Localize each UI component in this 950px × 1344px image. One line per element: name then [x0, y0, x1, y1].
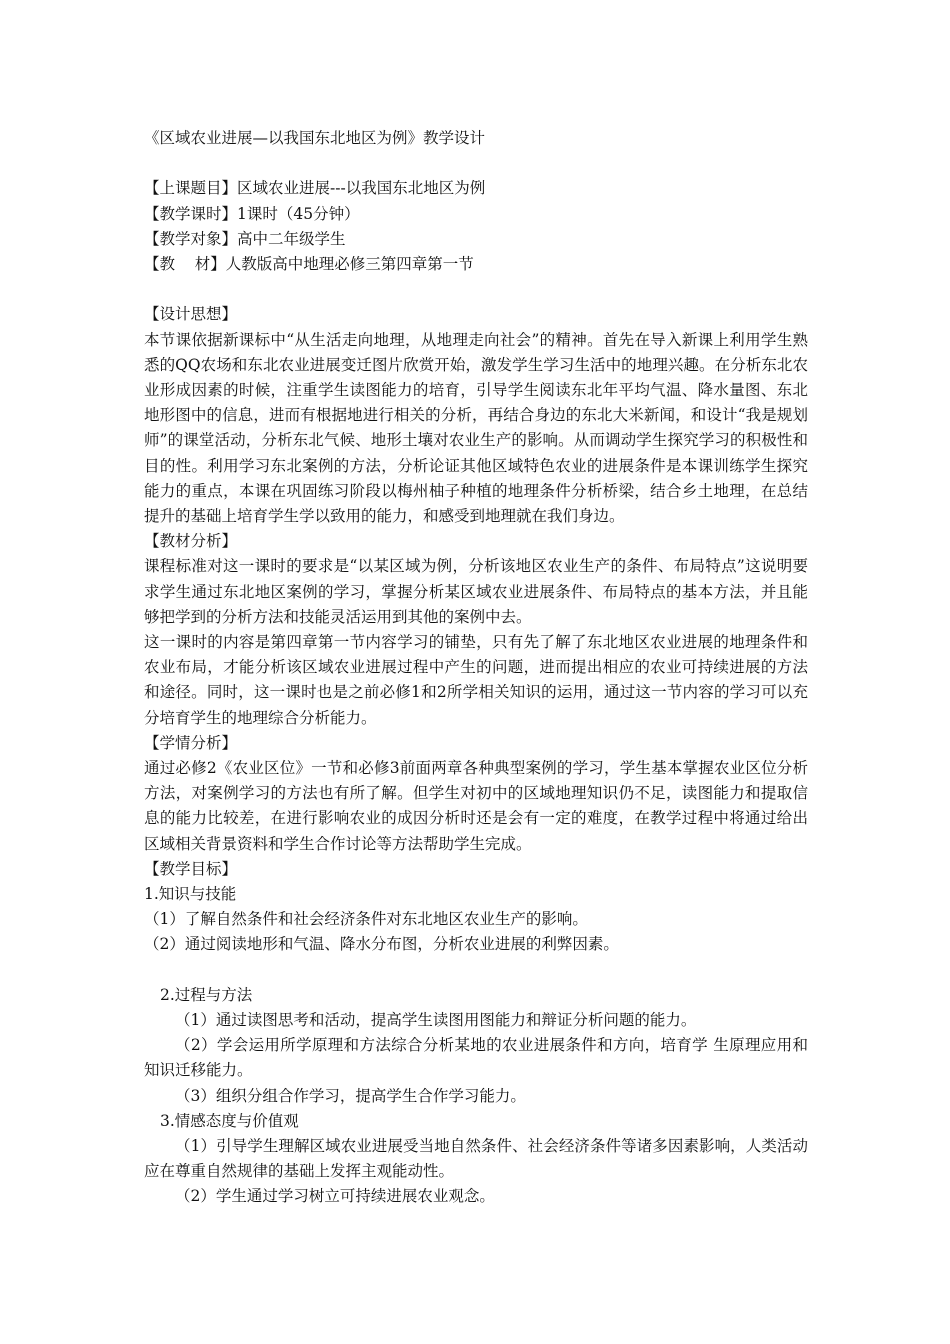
info-hours: 【教学课时】1课时（45分钟）: [144, 204, 360, 223]
design-heading: 【设计思想】: [144, 305, 238, 324]
goals-heading: 【教学目标】: [144, 859, 238, 878]
students-heading: 【学情分析】: [144, 733, 238, 752]
goal-attitude-item-2: （2）学生通过学习树立可持续进展农业观念。: [175, 1187, 495, 1206]
goal-attitude-item-1: （1）引导学生理解区域农业进展受当地自然条件、社会经济条件等诸多因素影响，人类活动应在尊重自然规律的基础上发挥主观能动性。: [144, 1137, 808, 1181]
document-title: 《区域农业进展—以我国东北地区为例》教学设计: [144, 129, 486, 147]
students-paragraph: 通过必修2《农业区位》一节和必修3前面两章各种典型案例的学习，学生基本掌握农业区位分析方法，对案例学习的方法也有所了解。但学生对初中的区域地理知识仍不足，读图能力和提取信息的能力比较差，在进行影响农业的成因分析时还是会有一定的难度，在教学过程中将通过给出区域相关背景资料和学生合作讨论等方法帮助学生完成。: [144, 759, 808, 853]
goal-knowledge-heading: 1.知识与技能: [144, 885, 237, 904]
blank-line: [144, 958, 808, 983]
goal-knowledge-item-1: （1）了解自然条件和社会经济条件对东北地区农业生产的影响。: [144, 910, 588, 929]
material-paragraph-2: 这一课时的内容是第四章第一节内容学习的铺垫，只有先了解了东北地区农业进展的地理条件和农业布局，才能分析该区域农业进展过程中产生的问题，进而提出相应的农业可持续进展的方法和途径。同时，这一课时也是之前必修1和2所学相关知识的运用，通过这一节内容的学习可以充分培育学生的地理综合分析能力。: [144, 633, 808, 727]
design-paragraph: 本节课依据新课标中“从生活走向地理，从地理走向社会”的精神。首先在导入新课上利用学生熟悉的QQ农场和东北农业进展变迁图片欣赏开始，激发学生学习生活中的地理兴趣。在分析东北农业形成因素的时候，注重学生读图能力的培育，引导学生阅读东北年平均气温、降水量图、东北地形图中的信息，进而有根据地进行相关的分析，再结合身边的东北大米新闻，和设计“我是规划师”的课堂活动，分析东北气候、地形土壤对农业生产的影响。从而调动学生探究学习的积极性和目的性。利用学习东北案例的方法，分析论证其他区域特色农业的进展条件是本课训练学生探究能力的重点，本课在巩固练习阶段以梅州柚子种植的地理条件分析桥梁，结合乡土地理，在总结提升的基础上培育学生学以致用的能力，和感受到地理就在我们身边。: [144, 330, 808, 526]
info-topic: 【上课题目】区域农业进展---以我国东北地区为例: [144, 179, 486, 198]
info-audience: 【教学对象】高中二年级学生: [144, 229, 346, 248]
blank-line: [144, 151, 808, 176]
goal-process-item-3: （3）组织分组合作学习，提高学生合作学习能力。: [175, 1086, 526, 1105]
document-body: [144, 126, 808, 1210]
material-heading: 【教材分析】: [144, 532, 238, 551]
goal-process-item-2: （2）学会运用所学原理和方法综合分析某地的农业进展条件和方向，培育学 生原理应用和知识迁移能力。: [144, 1036, 808, 1080]
goal-attitude-heading: 3.情感态度与价值观: [160, 1111, 299, 1130]
blank-line: [144, 277, 808, 302]
goal-process-item-1: （1）通过读图思考和活动，提高学生读图用图能力和辩证分析问题的能力。: [175, 1011, 697, 1030]
info-textbook: 【教 材】人教版高中地理必修三第四章第一节: [144, 255, 474, 273]
goal-knowledge-item-2: （2）通过阅读地形和气温、降水分布图，分析农业进展的利弊因素。: [144, 935, 619, 954]
material-paragraph-1: 课程标准对这一课时的要求是“以某区域为例，分析该地区农业生产的条件、布局特点”这说明要求学生通过东北地区案例的学习，掌握分析某区域农业进展条件、布局特点的基本方法，并且能够把学到的分析方法和技能灵活运用到其他的案例中去。: [144, 557, 808, 626]
goal-process-heading: 2.过程与方法: [160, 985, 253, 1004]
